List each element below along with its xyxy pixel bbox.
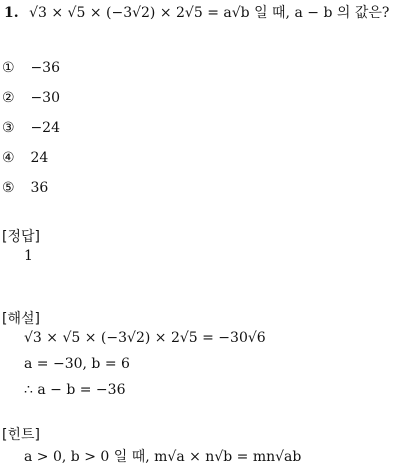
option-marker: ⑤ (2, 180, 15, 196)
question-line (4, 2, 389, 22)
option-marker: ① (2, 60, 15, 76)
explanation-line-2: a = −30, b = 6 (24, 356, 130, 372)
option-value: 24 (30, 150, 49, 166)
option-value: −30 (30, 90, 60, 106)
explanation-line-1: √3 × √5 × (−3√2) × 2√5 = −30√6 (24, 330, 266, 346)
hint-label: [힌트] (2, 427, 40, 443)
question-number: 1. (4, 5, 19, 21)
option-marker: ④ (2, 150, 15, 166)
answer-value: 1 (24, 248, 33, 264)
option-value: −24 (30, 120, 60, 136)
option-5[interactable] (2, 180, 48, 196)
answer-label: [정답] (2, 229, 40, 245)
option-1[interactable] (2, 60, 60, 76)
explanation-line-3: ∴ a − b = −36 (24, 382, 126, 398)
hint-text: a > 0, b > 0 일 때, m√a × n√b = mn√ab (24, 449, 302, 465)
option-marker: ② (2, 90, 15, 106)
option-4[interactable] (2, 150, 48, 166)
option-3[interactable] (2, 120, 60, 136)
option-value: 36 (30, 180, 49, 196)
option-marker: ③ (2, 120, 15, 136)
question-text: √3 × √5 × (−3√2) × 2√5 = a√b 일 때, a − b 의 값은? (29, 5, 390, 21)
option-2[interactable] (2, 90, 60, 106)
explanation-label: [해설] (2, 311, 40, 327)
option-value: −36 (30, 60, 60, 76)
